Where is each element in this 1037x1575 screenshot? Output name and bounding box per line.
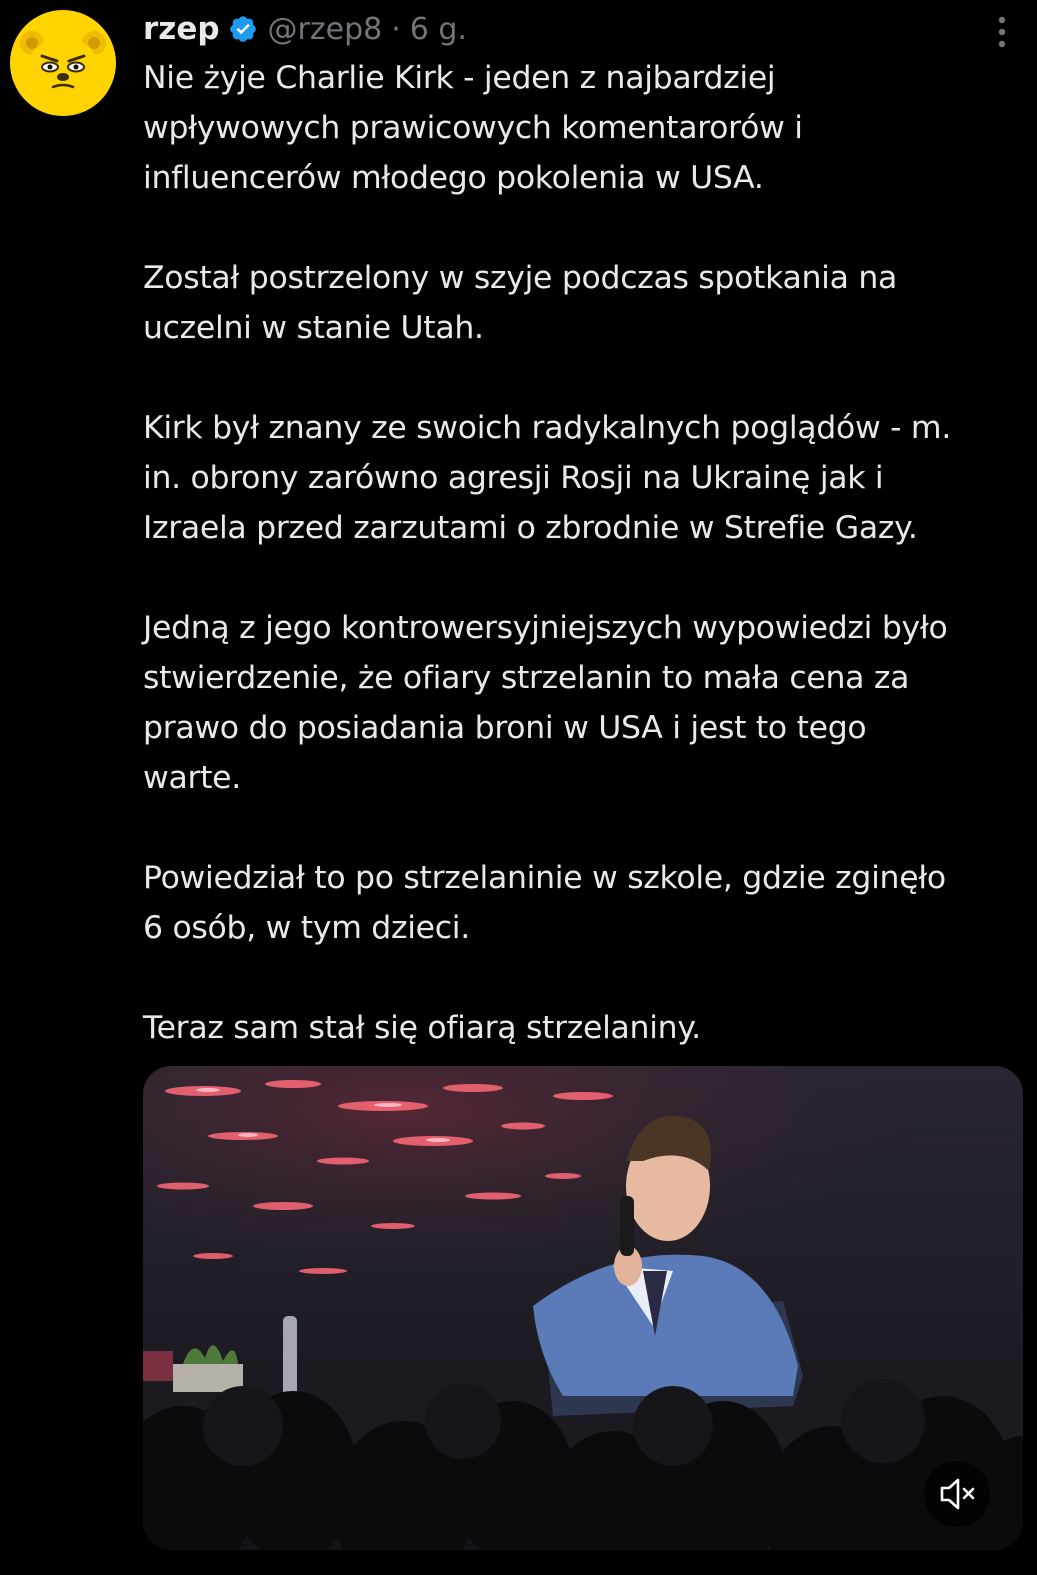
tweet-header <box>143 8 467 50</box>
tweet-timestamp[interactable]: 6 g. <box>409 11 467 47</box>
tweet-line: uczelni w stanie Utah. <box>143 310 484 346</box>
cartoon-bear-avatar-icon <box>10 10 116 116</box>
more-options-icon[interactable] <box>986 12 1018 52</box>
tweet-line: Teraz sam stał się ofiarą strzelaniny. <box>143 1010 701 1046</box>
video-frame <box>143 1066 1023 1550</box>
verified-badge-icon[interactable] <box>228 14 258 44</box>
tweet-line: warte. <box>143 760 241 796</box>
video-player[interactable] <box>143 1066 1023 1550</box>
tweet-text <box>143 53 1023 1053</box>
tweet-line: Kirk był znany ze swoich radykalnych poglądów - m. <box>143 410 952 446</box>
tweet-line: wpływowych prawicowych komentarorów i <box>143 110 803 146</box>
avatar[interactable] <box>10 10 116 116</box>
author-display-name[interactable]: rzep <box>143 11 220 47</box>
tweet-line: Izraela przed zarzutami o zbrodnie w Strefie Gazy. <box>143 510 918 546</box>
tweet-line: 6 osób, w tym dzieci. <box>143 910 470 946</box>
header-separator: · <box>391 11 401 47</box>
tweet-line: Powiedział to po strzelaninie w szkole, gdzie zginęło <box>143 860 946 896</box>
author-handle[interactable]: @rzep8 <box>267 11 383 47</box>
tweet-line: influencerów młodego pokolenia w USA. <box>143 160 764 196</box>
tweet-line: in. obrony zarówno agresji Rosji na Ukrainę jak i <box>143 460 884 496</box>
tweet-line: prawo do posiadania broni w USA i jest to tego <box>143 710 867 746</box>
muted-speaker-icon <box>924 1461 990 1527</box>
mute-button[interactable] <box>924 1461 990 1527</box>
tweet-line: Został postrzelony w szyje podczas spotkania na <box>143 260 897 296</box>
tweet-line: Jedną z jego kontrowersyjniejszych wypowiedzi było <box>143 610 948 646</box>
tweet-line: Nie żyje Charlie Kirk - jeden z najbardziej <box>143 60 776 96</box>
tweet-line: stwierdzenie, że ofiary strzelanin to mała cena za <box>143 660 910 696</box>
